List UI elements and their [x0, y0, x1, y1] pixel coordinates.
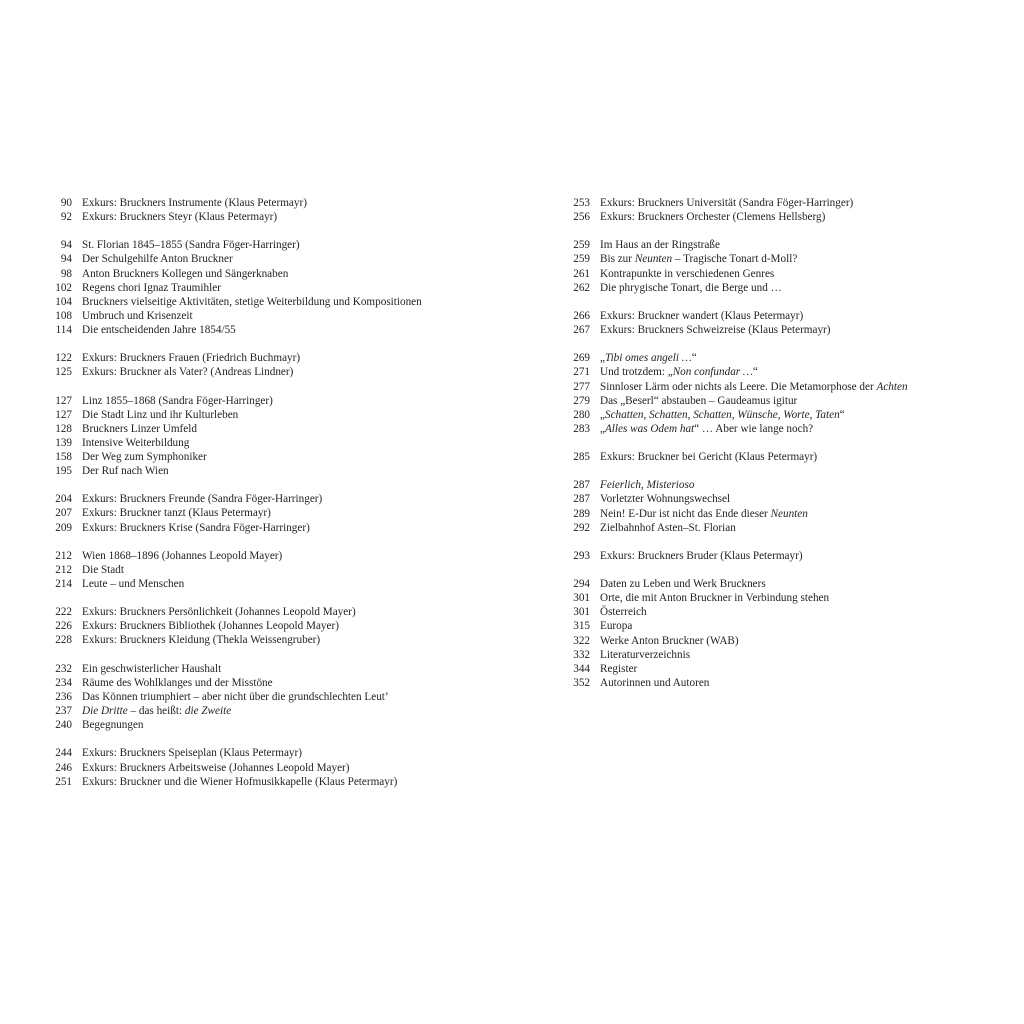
toc-entry [40, 704, 510, 718]
toc-entry-title [600, 648, 690, 662]
toc-page-number: 234 [55, 676, 72, 689]
toc-entry [558, 478, 998, 492]
toc-entry [40, 351, 510, 365]
toc-title-part: Vorletzter Wohnungswechsel [600, 493, 731, 506]
toc-title-part: Sinnloser Lärm oder nichts als Leere. Die Metamorphose der [600, 380, 877, 393]
toc-title-part: Umbruch und Krisenzeit [82, 309, 193, 322]
toc-title-part: Zielbahnhof Asten–St. Florian [600, 521, 736, 534]
toc-title-italic-part: Feierlich, Misterioso [600, 479, 695, 492]
toc-title-part: Exkurs: Bruckners Arbeitsweise (Johannes Leopold Mayer) [82, 761, 350, 774]
toc-title-italic-part: Schatten, Schatten, Schatten, Wünsche, Worte, Taten [604, 408, 840, 421]
toc-entry [558, 408, 998, 422]
toc-entry [40, 690, 510, 704]
toc-title-part: Exkurs: Bruckners Kleidung (Thekla Weissengruber) [82, 634, 321, 647]
toc-entry [558, 422, 998, 436]
toc-page-number: 344 [573, 662, 590, 675]
toc-page-number: 237 [55, 705, 72, 718]
toc-group [558, 309, 998, 337]
toc-title-part: Exkurs: Bruckners Steyr (Klaus Petermayr) [82, 211, 278, 224]
toc-page-number: 287 [573, 493, 590, 506]
toc-entry [558, 605, 998, 619]
toc-group [558, 351, 998, 436]
toc-group [40, 394, 510, 479]
toc-entry [40, 577, 510, 591]
toc-page-number: 294 [573, 578, 590, 591]
toc-page-number: 261 [573, 267, 590, 280]
toc-entry [40, 718, 510, 732]
toc-entry [40, 746, 510, 760]
toc-entry [558, 281, 998, 295]
toc-entry-title [82, 521, 310, 535]
toc-entry [558, 365, 998, 379]
toc-title-part: – Tragische Tonart d-Moll? [672, 253, 798, 266]
toc-page-number: 236 [55, 690, 72, 703]
toc-page-number: 228 [55, 634, 72, 647]
toc-entry [558, 309, 998, 323]
toc-entry [40, 775, 510, 789]
toc-entry-title [600, 281, 782, 295]
toc-page-number: 212 [55, 563, 72, 576]
toc-page-number: 139 [55, 436, 72, 449]
toc-page-number: 125 [55, 366, 72, 379]
toc-title-part: “ [839, 408, 845, 421]
toc-entry [40, 422, 510, 436]
toc-entry [40, 676, 510, 690]
toc-entry [558, 450, 998, 464]
toc-entry-title [82, 267, 288, 281]
toc-entry-title [600, 676, 709, 690]
toc-entry [558, 507, 998, 521]
toc-entry-title [600, 619, 632, 633]
toc-title-part: Das Können triumphiert – aber nicht über die grundschlechten Leut’ [82, 690, 389, 703]
toc-page-number: 104 [55, 295, 72, 308]
toc-title-part: St. Florian 1845–1855 (Sandra Föger-Harringer) [82, 239, 300, 252]
toc-title-part: „ [600, 422, 605, 435]
toc-title-part: Exkurs: Bruckners Bruder (Klaus Petermayr) [600, 549, 803, 562]
toc-page-number: 108 [55, 309, 72, 322]
toc-title-part: „ [600, 352, 605, 365]
toc-entry-title [600, 478, 694, 492]
toc-title-part: Exkurs: Bruckner wandert (Klaus Petermayr) [600, 309, 804, 322]
toc-page-number: 322 [573, 634, 590, 647]
toc-title-italic-part: Alles was Odem hat [604, 422, 695, 435]
toc-entry-title [600, 365, 758, 379]
toc-entry-title [600, 450, 817, 464]
toc-title-italic-part: die Zweite [184, 705, 232, 718]
toc-title-part: Die entscheidenden Jahre 1854/55 [82, 323, 236, 336]
toc-entry-title [600, 351, 697, 365]
toc-entry [558, 676, 998, 690]
toc-title-part: Exkurs: Bruckners Universität (Sandra Föger-Harringer) [600, 197, 854, 209]
toc-group [558, 196, 998, 224]
toc-title-italic-part: Neunten [770, 507, 808, 520]
toc-entry [558, 323, 998, 337]
toc-title-part: Intensive Weiterbildung [82, 436, 190, 449]
toc-page-number: 283 [573, 422, 590, 435]
toc-entry-title [82, 196, 307, 210]
toc-page-number: 122 [55, 352, 72, 365]
toc-entry-title [82, 238, 300, 252]
toc-entry-title [82, 309, 193, 323]
toc-page-number: 90 [60, 197, 72, 209]
toc-page-number: 271 [573, 366, 590, 379]
toc-group [558, 577, 998, 690]
toc-entry-title [600, 196, 853, 210]
toc-entry [40, 662, 510, 676]
toc-page-number: 280 [573, 408, 590, 421]
toc-title-part: Ein geschwisterlicher Haushalt [82, 662, 222, 675]
toc-group [40, 549, 510, 591]
toc-entry-title [82, 662, 221, 676]
toc-entry-title [600, 210, 825, 224]
toc-group [558, 549, 998, 563]
toc-page-number: 256 [573, 211, 590, 224]
toc-title-part: Nein! E-Dur ist nicht das Ende dieser [600, 507, 771, 520]
toc-title-part: Der Schulgehilfe Anton Bruckner [82, 253, 233, 266]
toc-entry [40, 408, 510, 422]
toc-page-number: 222 [55, 606, 72, 619]
toc-title-part: Exkurs: Bruckners Krise (Sandra Föger-Harringer) [82, 521, 310, 534]
toc-title-part: Die Stadt [82, 563, 124, 576]
toc-entry-title [600, 422, 813, 436]
toc-page-number: 293 [573, 549, 590, 562]
toc-page-number: 92 [60, 211, 72, 224]
toc-entry [40, 295, 510, 309]
toc-title-part: Register [600, 662, 638, 675]
toc-title-italic-part: Tibi omes angeli … [604, 352, 692, 365]
toc-title-part: Exkurs: Bruckners Speiseplan (Klaus Petermayr) [82, 747, 302, 760]
toc-entry-title [82, 577, 184, 591]
toc-title-part: Räume des Wohlklanges und der Misstöne [82, 676, 273, 689]
toc-entry [40, 619, 510, 633]
toc-entry-title [82, 506, 271, 520]
toc-entry-title [82, 365, 293, 379]
toc-page-number: 289 [573, 507, 590, 520]
toc-page-number: 259 [573, 253, 590, 266]
toc-title-part: Der Weg zum Symphoniker [82, 450, 207, 463]
toc-page-number: 102 [55, 281, 72, 294]
toc-title-italic-part: Non confundar … [672, 366, 753, 379]
toc-title-italic-part: Achten [876, 380, 908, 393]
toc-entry-title [82, 775, 397, 789]
toc-entry [40, 633, 510, 647]
toc-entry [558, 549, 998, 563]
toc-title-part: Im Haus an der Ringstraße [600, 239, 720, 252]
toc-entry [558, 380, 998, 394]
toc-title-part: Anton Bruckners Kollegen und Sängerknaben [82, 267, 289, 280]
toc-entry-title [600, 605, 647, 619]
toc-entry-title [82, 464, 169, 478]
toc-page-number: 266 [573, 309, 590, 322]
toc-page-number: 98 [60, 267, 72, 280]
toc-page-number: 301 [573, 592, 590, 605]
toc-entry-title [82, 619, 339, 633]
toc-page-number: 244 [55, 747, 72, 760]
toc-title-part: Exkurs: Bruckner bei Gericht (Klaus Petermayr) [600, 451, 818, 464]
toc-page-number: 259 [573, 239, 590, 252]
toc-entry-title [600, 394, 797, 408]
toc-title-part: Daten zu Leben und Werk Bruckners [600, 578, 766, 591]
toc-title-italic-part: Die Dritte [82, 705, 128, 718]
toc-entry [558, 648, 998, 662]
toc-entry [40, 365, 510, 379]
toc-entry [40, 436, 510, 450]
toc-title-part: „ [600, 408, 605, 421]
toc-page-number: 232 [55, 662, 72, 675]
toc-entry [558, 196, 998, 210]
toc-title-part: Bruckners Linzer Umfeld [82, 422, 197, 435]
toc-entry [40, 761, 510, 775]
toc-entry-title [82, 281, 221, 295]
toc-page-number: 128 [55, 422, 72, 435]
toc-title-part: Regens chori Ignaz Traumihler [82, 281, 221, 294]
toc-page-number: 226 [55, 620, 72, 633]
toc-title-part: Exkurs: Bruckners Bibliothek (Johannes Leopold Mayer) [82, 620, 339, 633]
toc-title-part: Autorinnen und Autoren [600, 676, 710, 689]
toc-entry-title [600, 238, 720, 252]
toc-entry [558, 521, 998, 535]
toc-entry [558, 662, 998, 676]
toc-page-number: 94 [60, 239, 72, 252]
toc-title-part: Orte, die mit Anton Bruckner in Verbindung stehen [600, 592, 830, 605]
toc-page-number: 332 [573, 648, 590, 661]
toc-page-number: 269 [573, 352, 590, 365]
toc-page-number: 240 [55, 719, 72, 732]
toc-entry [558, 634, 998, 648]
toc-entry-title [82, 436, 189, 450]
toc-page-number: 214 [55, 578, 72, 590]
toc-entry-title [82, 422, 197, 436]
toc-entry-title [600, 252, 797, 266]
toc-entry [40, 563, 510, 577]
toc-entry-title [82, 492, 322, 506]
toc-entry [40, 394, 510, 408]
toc-group [558, 450, 998, 464]
toc-entry-title [82, 690, 389, 704]
toc-entry-title [600, 662, 637, 676]
toc-page-number: 301 [573, 606, 590, 619]
toc-entry-title [82, 718, 144, 732]
toc-entry-title [82, 704, 231, 718]
toc-entry-title [600, 380, 908, 394]
toc-page-number: 285 [573, 451, 590, 464]
toc-entry [558, 267, 998, 281]
toc-title-part: Werke Anton Bruckner (WAB) [600, 634, 739, 647]
toc-title-part: Literaturverzeichnis [600, 648, 691, 661]
toc-entry [40, 281, 510, 295]
toc-group [558, 478, 998, 534]
toc-title-part: Exkurs: Bruckner tanzt (Klaus Petermayr) [82, 507, 271, 520]
toc-page-number: 158 [55, 450, 72, 463]
toc-group [40, 662, 510, 732]
toc-page-number: 127 [55, 394, 72, 407]
toc-title-part: Österreich [600, 606, 647, 619]
toc-title-part: Bis zur [600, 253, 635, 266]
toc-right-column [558, 196, 998, 704]
toc-title-part: Der Ruf nach Wien [82, 465, 169, 478]
toc-entry [558, 252, 998, 266]
toc-entry-title [600, 492, 730, 506]
toc-title-part: Kontrapunkte in verschiedenen Genres [600, 267, 775, 280]
toc-title-part: Wien 1868–1896 (Johannes Leopold Mayer) [82, 549, 283, 562]
toc-title-part: Die Stadt Linz und ihr Kulturleben [82, 408, 239, 421]
toc-title-part: – das heißt: [127, 705, 185, 718]
toc-entry-title [600, 521, 736, 535]
toc-title-part: Bruckners vielseitige Aktivitäten, stetige Weiterbildung und Kompositionen [82, 295, 422, 308]
toc-entry-title [600, 549, 803, 563]
toc-entry-title [82, 605, 356, 619]
toc-entry-title [82, 676, 273, 690]
toc-entry [40, 309, 510, 323]
toc-entry-title [82, 394, 273, 408]
toc-entry [558, 577, 998, 591]
toc-title-part: Europa [600, 620, 633, 633]
toc-entry [40, 506, 510, 520]
toc-title-part: Exkurs: Bruckners Orchester (Clemens Hellsberg) [600, 211, 826, 224]
toc-title-part: Die phrygische Tonart, die Berge und … [600, 281, 782, 294]
toc-entry [40, 492, 510, 506]
toc-entry-title [82, 351, 300, 365]
toc-page-number: 277 [573, 380, 590, 393]
toc-entry [40, 549, 510, 563]
toc-title-part: Exkurs: Bruckners Freunde (Sandra Föger-Harringer) [82, 493, 323, 506]
toc-entry-title [82, 549, 282, 563]
toc-entry [558, 351, 998, 365]
toc-page-number: 253 [573, 197, 590, 209]
toc-title-part: Exkurs: Bruckner als Vater? (Andreas Lindner) [82, 366, 294, 379]
toc-entry-title [82, 746, 302, 760]
toc-page-number: 127 [55, 408, 72, 421]
toc-entry-title [82, 450, 207, 464]
toc-page-number: 251 [55, 775, 72, 788]
toc-entry [40, 238, 510, 252]
toc-page-number: 292 [573, 521, 590, 534]
toc-entry [40, 210, 510, 224]
toc-entry-title [600, 577, 766, 591]
toc-page-number: 204 [55, 493, 72, 506]
toc-entry-title [600, 408, 845, 422]
toc-title-part: Exkurs: Bruckner und die Wiener Hofmusikkapelle (Klaus Petermayr) [82, 775, 398, 788]
toc-entry [558, 210, 998, 224]
toc-page-number: 94 [60, 253, 72, 266]
toc-title-part: Exkurs: Bruckners Instrumente (Klaus Petermayr) [82, 197, 307, 209]
toc-entry-title [82, 408, 238, 422]
toc-title-part: Linz 1855–1868 (Sandra Föger-Harringer) [82, 394, 273, 407]
toc-entry-title [600, 267, 774, 281]
toc-title-part: Exkurs: Bruckners Frauen (Friedrich Buchmayr) [82, 352, 301, 365]
toc-page-number: 246 [55, 761, 72, 774]
toc-entry-title [82, 633, 320, 647]
toc-entry-title [82, 295, 422, 309]
toc-page-number: 207 [55, 507, 72, 520]
toc-group [40, 746, 510, 788]
toc-entry-title [600, 323, 831, 337]
toc-page-number: 195 [55, 465, 72, 478]
toc-entry-title [600, 634, 739, 648]
toc-entry [558, 238, 998, 252]
toc-group [40, 605, 510, 647]
toc-entry [40, 267, 510, 281]
toc-title-part: Das „Beserl“ abstauben – Gaudeamus igitur [600, 394, 798, 407]
toc-entry-title [82, 761, 350, 775]
toc-title-part: Exkurs: Bruckners Schweizreise (Klaus Petermayr) [600, 324, 831, 337]
toc-group [40, 238, 510, 337]
toc-title-part: Und trotzdem: „ [600, 366, 673, 379]
toc-entry-title [82, 210, 277, 224]
toc-page-number: 315 [573, 620, 590, 633]
toc-entry [40, 450, 510, 464]
toc-page-number: 287 [573, 479, 590, 492]
toc-entry [40, 605, 510, 619]
toc-title-part: “ [691, 352, 697, 365]
toc-entry-title [600, 591, 829, 605]
toc-entry-title [82, 323, 236, 337]
toc-title-part: “ [752, 366, 758, 379]
toc-entry [558, 619, 998, 633]
toc-left-column [40, 196, 510, 803]
toc-group [40, 492, 510, 534]
toc-entry [40, 252, 510, 266]
toc-entry-title [82, 252, 233, 266]
toc-title-part: Exkurs: Bruckners Persönlichkeit (Johannes Leopold Mayer) [82, 606, 356, 619]
toc-entry [40, 323, 510, 337]
toc-entry-title [82, 563, 124, 577]
toc-title-part: Leute – und Menschen [82, 578, 185, 590]
toc-page-number: 114 [55, 323, 72, 336]
toc-entry [40, 464, 510, 478]
toc-entry [40, 196, 510, 210]
toc-entry [40, 521, 510, 535]
toc-page-number: 209 [55, 521, 72, 534]
toc-group [558, 238, 998, 294]
toc-page-number: 352 [573, 676, 590, 689]
toc-entry-title [600, 309, 803, 323]
toc-page-number: 262 [573, 281, 590, 294]
toc-page-number: 267 [573, 324, 590, 337]
toc-title-italic-part: Neunten [634, 253, 673, 266]
toc-group [40, 196, 510, 224]
toc-entry-title [600, 507, 808, 521]
toc-page-number: 212 [55, 549, 72, 562]
toc-entry [558, 492, 998, 506]
toc-page-number: 279 [573, 394, 590, 407]
toc-entry [558, 394, 998, 408]
toc-group [40, 351, 510, 379]
toc-entry [558, 591, 998, 605]
toc-title-part: Begegnungen [82, 719, 144, 732]
toc-title-part: “ … Aber wie lange noch? [694, 422, 814, 435]
